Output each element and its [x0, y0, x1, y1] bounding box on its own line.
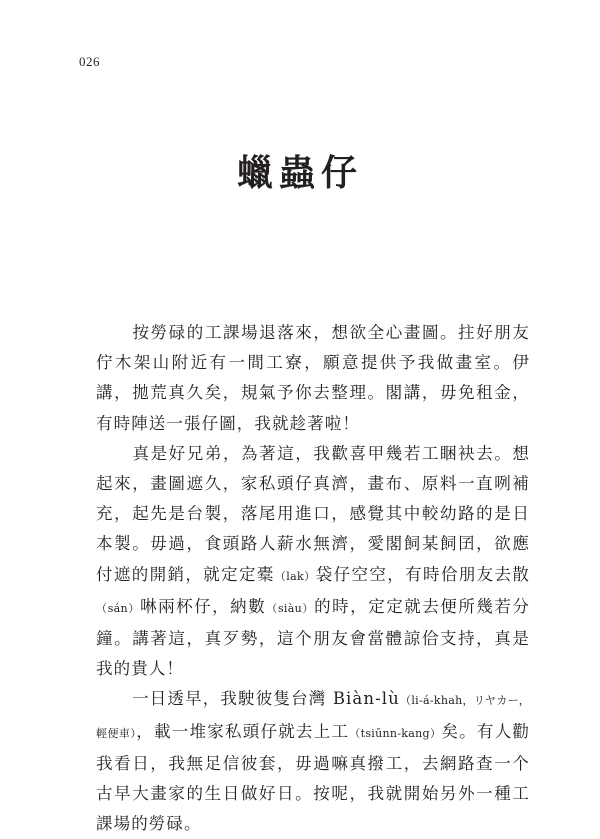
- text-segment: 按勞碌的工課場退落來，想欲全心畫圖。拄好朋友佇木架山附近有一間工寮，願意提供予我做畫室。伊講，拋荒真久矣，規氣予你去整理。閣講，毋免租金，有時陣送一張仔圖，我就趁著啦！: [96, 323, 530, 433]
- paragraph: [96, 318, 530, 439]
- romanization-gloss: （siàu）: [266, 601, 315, 615]
- romanization-gloss: （tsiūnn-kang）: [349, 726, 442, 740]
- text-segment: 矣。有人勸我看日，我無足信彼套，毋過嘛真撥工，去網路查一个古早大畫家的生日做好日。按呢，我就開始另外一種工課場的勞碌。: [96, 721, 531, 834]
- text-segment: 袋仔空空，有時佮朋友去散: [315, 564, 530, 584]
- paragraph: [96, 439, 530, 685]
- chapter-title: 蠟蟲仔: [236, 152, 363, 194]
- romanization-gloss: （li-á-khah，リヤカー，輕便車）: [96, 694, 530, 740]
- text-segment: 的時，定定就去便所幾若分鐘。講著這，真歹勢，這个朋友會當體諒佮支持，真是我的貴人！: [96, 596, 530, 679]
- text-segment: 啉兩杯仔，納數: [140, 596, 267, 616]
- romanization-gloss: （sán）: [96, 601, 141, 615]
- romanization-gloss: （lak）: [274, 569, 316, 583]
- text-segment: 真是好兄弟，為著這，我歡喜甲幾若工睏袂去。想起來，畫圖遮久，家私頭仔真濟，畫布、原料一直咧補充，起先是台製，落尾用進口，感覺其中較幼路的是日本製。毋過，食頭路人薪水無濟，愛閣飼某飼囝，欲應付遮的開銷，就定定橐: [96, 443, 530, 584]
- page-number: 026: [79, 54, 100, 69]
- text-segment: 一日透早，我駛彼隻台灣 Biàn-lù: [132, 689, 400, 709]
- paragraph: [96, 684, 530, 839]
- body-text: [96, 318, 530, 839]
- text-segment: ，載一堆家私頭仔就去上工: [136, 721, 350, 741]
